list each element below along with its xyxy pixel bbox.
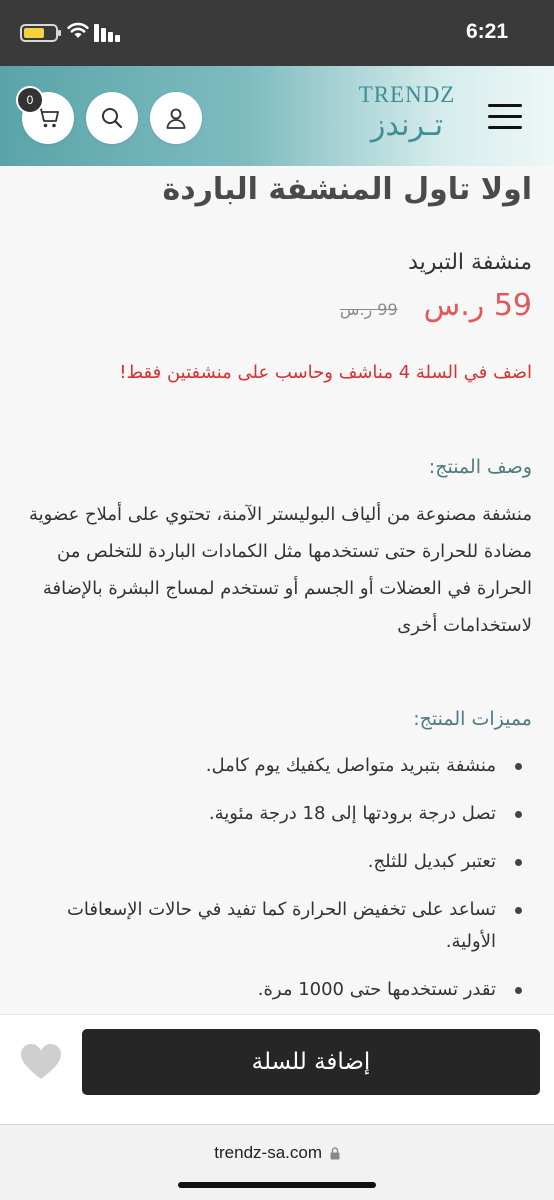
lock-icon [330,1147,340,1160]
home-indicator[interactable] [178,1182,376,1188]
cart-icon [36,107,60,129]
browser-address-bar [0,1124,554,1200]
price-row [340,288,532,323]
original-price: 99 ر.س [339,300,398,319]
action-bar [0,1014,554,1124]
feature-item: تقدر تستخدمها حتى 1000 مرة. [20,974,532,1006]
add-to-cart-button[interactable]: إضافة للسلة [82,1029,540,1095]
product-content [0,166,554,1014]
description-heading: وصف المنتج: [428,456,532,478]
sale-price: 59 ر.س [423,288,532,323]
product-title: اولا تاول المنشفة الباردة [162,172,532,207]
promo-text: اضف في السلة 4 مناشف وحاسب على منشفتين فقط! [119,362,532,383]
site-header [0,66,554,166]
url-text: trendz-sa.com [214,1143,322,1162]
feature-item: تساعد على تخفيض الحرارة كما تفيد في حالات الإسعافات الأولية. [20,894,532,958]
account-button[interactable] [150,92,202,144]
features-heading: مميزات المنتج: [413,708,532,730]
wishlist-button[interactable] [20,1043,62,1081]
logo-text-ar: تـرندز [370,108,444,143]
status-time: 6:21 [465,20,508,43]
cellular-signal-icon [94,24,124,42]
feature-item: منشفة بتبريد متواصل يكفيك يوم كامل. [20,750,532,782]
logo-text-en: TRENDZ [358,82,456,107]
feature-item: تعتبر كبديل للثلج. [20,846,532,878]
heart-icon [20,1043,62,1081]
url-field[interactable] [0,1143,554,1163]
product-description: منشفة مصنوعة من ألياف البوليستر الآمنة، تحتوي على أملاح عضوية مضادة للحرارة حتى تستخدمها مثل الكمادات الباردة للتخلص من الحرارة في العضلات أو الجسم أو تستخدم لمساج البشرة بالإضافة لاستخدامات أخرى [29,504,532,636]
cart-count-badge: 0 [16,86,44,114]
trendz-logo[interactable] [352,80,462,150]
status-bar [0,0,554,66]
product-subtitle: منشفة التبريد [408,250,532,275]
search-icon [100,106,124,130]
feature-item: تصل درجة برودتها إلى 18 درجة مئوية. [20,798,532,830]
battery-icon [20,24,58,42]
search-button[interactable] [86,92,138,144]
features-list [20,750,532,1014]
hamburger-menu-icon[interactable] [488,104,522,130]
user-icon [164,106,188,130]
wifi-icon [66,20,90,40]
